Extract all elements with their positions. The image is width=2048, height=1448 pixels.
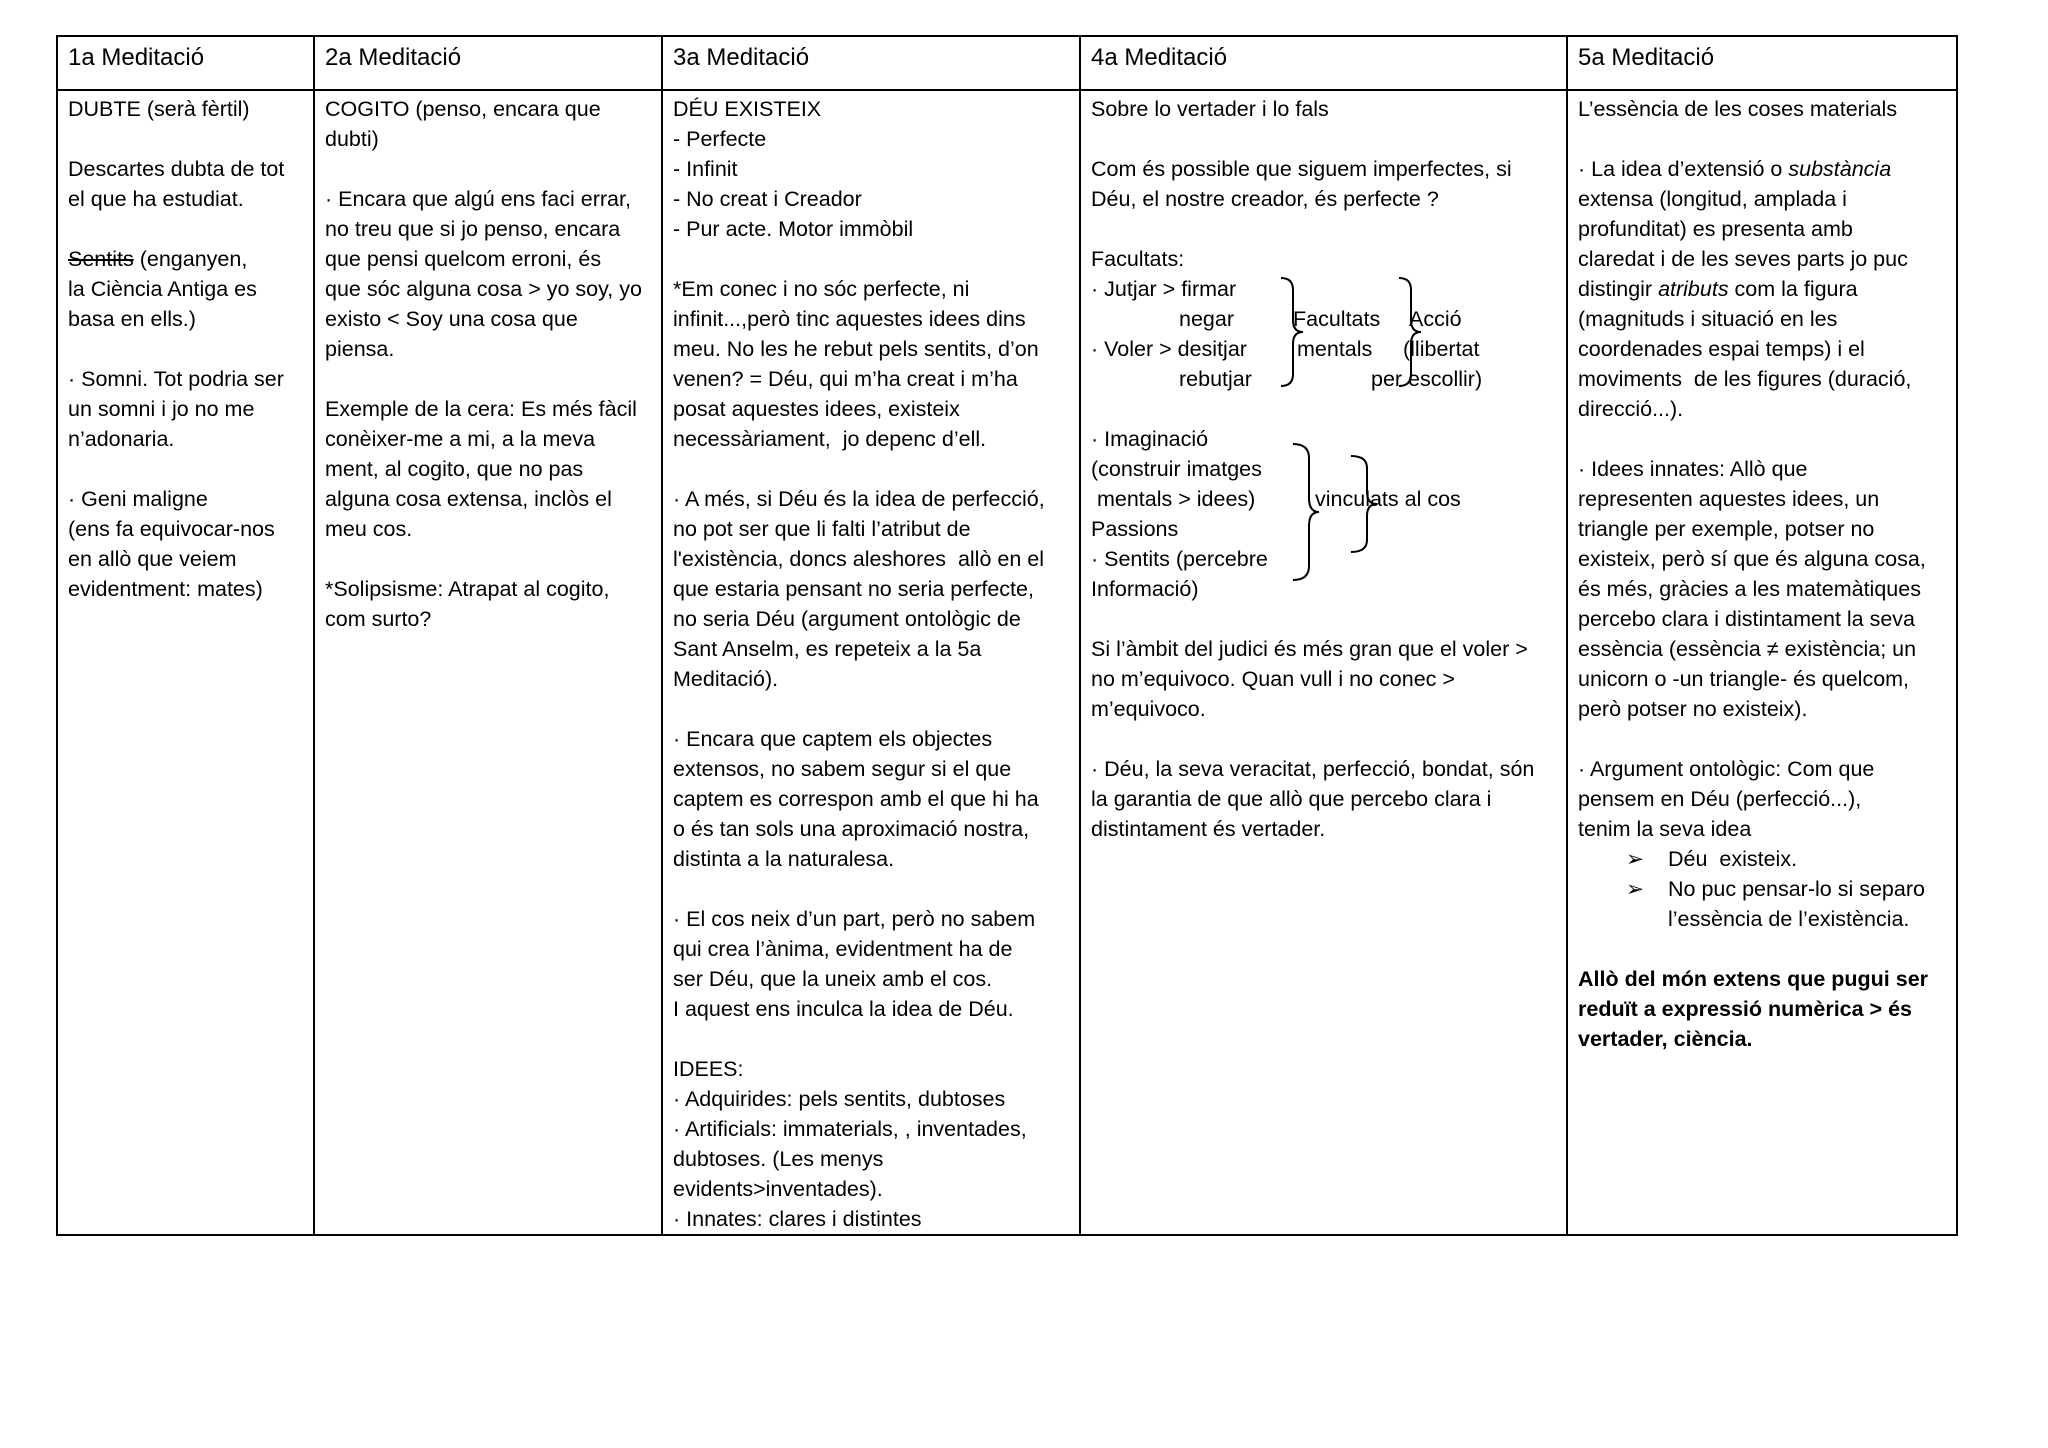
text-line: COGITO (penso, encara que [325,97,601,121]
text-line: (llibertat [1403,337,1480,361]
text-line: que pensi quelcom erroni, és [325,247,602,271]
text-line: · Imaginació [1091,427,1209,451]
text-line: (construir imatges [1091,457,1262,481]
text-line: no treu que si jo penso, encara [325,217,621,241]
bold-conclusion: vertader, ciència. [1578,1027,1753,1051]
text-line: per escollir) [1371,367,1483,391]
text-line: Descartes dubta de tot [68,157,285,181]
text-line: distintament és vertader. [1091,817,1326,841]
text-line: Acció [1409,307,1462,331]
text-line: no pot ser que li falti l’atribut de [673,517,971,541]
text-line: existo < Soy una cosa que [325,307,578,331]
text-line: Facultats [1293,307,1381,331]
faculties-diagram [1091,274,1556,394]
text-line: l'existència, doncs aleshores allò en el [673,547,1045,571]
text-line: Déu, el nostre creador, és perfecte ? [1091,187,1439,211]
text-line: però potser no existeix). [1578,697,1808,721]
text-line: negar [1179,307,1234,331]
text-line: ment, al cogito, que no pas [325,457,584,481]
text-line: · Voler > desitjar [1091,337,1247,361]
text-line: Informació) [1091,577,1199,601]
list-item-continuation [1626,904,1946,934]
text-line: · Artificials: immaterials, , inventades, [673,1117,1027,1141]
list-item [1626,844,1946,874]
text-line: claredat i de les seves parts jo puc [1578,247,1908,271]
text-line: dubtoses. (Les menys [673,1147,884,1171]
text-line: que estaria pensant no seria perfecte, [673,577,1034,601]
text-line: n’adonaria. [68,427,175,451]
text-line: IDEES: [673,1057,744,1081]
text-line: representen aquestes idees, un [1578,487,1880,511]
text-fragment: (enganyen, [133,247,248,271]
right-brace-icon [1279,276,1307,388]
cell-meditation-2 [314,90,662,1235]
bold-conclusion: reduït a expressió numèrica > és [1578,997,1913,1021]
text-line [1578,274,1946,304]
text-line: pensem en Déu (perfecció...), [1578,787,1862,811]
text-line: la garantia de que allò que percebo clara i [1091,787,1492,811]
text-line: Sobre lo vertader i lo fals [1091,97,1329,121]
list-item-text: Déu existeix. [1668,847,1798,871]
text-line: meu cos. [325,517,413,541]
text-line: alguna cosa extensa, inclòs el [325,487,612,511]
content-row [57,90,1957,1235]
text-line: - No creat i Creador [673,187,862,211]
text-line: DUBTE (serà fèrtil) [68,97,250,121]
text-line: en allò que veiem [68,547,237,571]
text-line: · Sentits (percebre [1091,547,1268,571]
struck-sentits: Sentits [68,247,134,271]
text-line: necessàriament, jo depenc d’ell. [673,427,987,451]
text-line: *Solipsisme: Atrapat al cogito, [325,577,610,601]
text-line: · Jutjar > firmar [1091,277,1237,301]
text-line [68,244,303,274]
text-line: m’equivoco. [1091,697,1206,721]
text-line: · Encara que captem els objectes [673,727,993,751]
text-line: Meditació). [673,667,779,691]
text-line: o és tan sols una aproximació nostra, [673,817,1030,841]
text-line: infinit...,però tinc aquestes idees dins [673,307,1026,331]
text-line: DÉU EXISTEIX [673,97,822,121]
text-line: un somni i jo no me [68,397,255,421]
header-meditation-2: 2a Meditació [314,36,662,90]
text-fragment: · La idea d’extensió o [1578,157,1789,181]
text-line: com surto? [325,607,432,631]
text-line: profunditat) es presenta amb [1578,217,1853,241]
text-line: · Argument ontològic: Com que [1578,757,1875,781]
text-line: Passions [1091,517,1179,541]
text-line: · A més, si Déu és la idea de perfecció, [673,487,1045,511]
text-line: és més, gràcies a les matemàtiques [1578,577,1921,601]
text-line: · Idees innates: Allò que [1578,457,1808,481]
text-line: moviments de les figures (duració, [1578,367,1912,391]
text-line: no seria Déu (argument ontològic de [673,607,1021,631]
header-meditation-1: 1a Meditació [57,36,314,90]
text-line: · Déu, la seva veracitat, perfecció, bondat, són [1091,757,1535,781]
text-line: - Infinit [673,157,738,181]
list-item-text: l’essència de l’existència. [1668,907,1910,931]
right-brace-icon [1397,276,1425,388]
text-line: · Encara que algú ens faci errar, [325,187,631,211]
text-line: I aquest ens inculca la idea de Déu. [673,997,1014,1021]
header-row [57,36,1957,90]
right-brace-icon [1349,454,1379,554]
text-line: essència (essència ≠ existència; un [1578,637,1917,661]
text-line: evidents>inventades). [673,1177,883,1201]
text-line: *Em conec i no sóc perfecte, ni [673,277,970,301]
text-line: (magnituds i situació en les [1578,307,1838,331]
text-line: la Ciència Antiga es [68,277,257,301]
arrow-bullet-icon: ➢ [1626,877,1645,901]
text-line: distinta a la naturalesa. [673,847,895,871]
text-line: evidentment: mates) [68,577,263,601]
text-line: qui crea l’ànima, evidentment ha de [673,937,1013,961]
text-line: Sant Anselm, es repeteix a la 5a [673,637,982,661]
bold-conclusion: Allò del món extens que pugui ser [1578,967,1929,991]
text-line: conèixer-me a mi, a la meva [325,427,596,451]
text-line: Si l’àmbit del judici és més gran que el voler > [1091,637,1528,661]
text-line: Com és possible que siguem imperfectes, si [1091,157,1512,181]
text-line: basa en ells.) [68,307,196,331]
text-line [1578,154,1946,184]
text-line: coordenades espai temps) i el [1578,337,1865,361]
text-line: direcció...). [1578,397,1684,421]
text-line: percebo clara i distintament la seva [1578,607,1916,631]
text-line: dubti) [325,127,379,151]
meditations-table [56,35,1958,1236]
text-line: tenim la seva idea [1578,817,1752,841]
text-line: - Perfecte [673,127,767,151]
text-line: que sóc alguna cosa > yo soy, yo [325,277,642,301]
text-line: ser Déu, que la uneix amb el cos. [673,967,993,991]
text-line: Facultats: [1091,247,1185,271]
text-line: vinculats al cos [1315,487,1461,511]
cell-meditation-4 [1080,90,1567,1235]
text-line: · Somni. Tot podria ser [68,367,284,391]
text-line: mentals [1297,337,1373,361]
text-line: · Geni maligne [68,487,208,511]
text-line: extensa (longitud, amplada i [1578,187,1847,211]
text-line: piensa. [325,337,395,361]
text-line: venen? = Déu, qui m’ha creat i m’ha [673,367,1018,391]
text-line: mentals > idees) [1091,487,1256,511]
text-line: · Adquirides: pels sentits, dubtoses [673,1087,1006,1111]
text-line: existeix, però sí que és alguna cosa, [1578,547,1926,571]
cell-meditation-3 [662,90,1080,1235]
text-line: unicorn o -un triangle- és quelcom, [1578,667,1910,691]
text-line: L’essència de les coses materials [1578,97,1898,121]
cell-meditation-1 [57,90,314,1235]
text-line: · Innates: clares i distintes [673,1207,922,1231]
list-item [1626,874,1946,904]
text-line: captem es correspon amb el que hi ha [673,787,1039,811]
text-line: extensos, no sabem segur si el que [673,757,1012,781]
text-line: meu. No les he rebut pels sentits, d’on [673,337,1039,361]
arrow-list [1578,844,1946,934]
body-faculties-diagram [1091,424,1556,601]
header-meditation-4: 4a Meditació [1080,36,1567,90]
text-line: el que ha estudiat. [68,187,244,211]
text-line: Exemple de la cera: Es més fàcil [325,397,637,421]
header-meditation-5: 5a Meditació [1567,36,1957,90]
list-item-text: No puc pensar-lo si separo [1668,877,1925,901]
text-line: no m’equivoco. Quan vull i no conec > [1091,667,1455,691]
text-fragment: distingir [1578,277,1659,301]
right-brace-icon [1291,442,1321,582]
text-line: · El cos neix d’un part, però no sabem [673,907,1036,931]
text-fragment: com la figura [1728,277,1858,301]
cell-meditation-5 [1567,90,1957,1235]
italic-term: substància [1788,157,1892,181]
arrow-bullet-icon: ➢ [1626,847,1645,871]
text-line: (ens fa equivocar-nos [68,517,275,541]
text-line: rebutjar [1179,367,1252,391]
italic-term: atributs [1658,277,1729,301]
header-meditation-3: 3a Meditació [662,36,1080,90]
text-line: posat aquestes idees, existeix [673,397,960,421]
text-line: triangle per exemple, potser no [1578,517,1875,541]
text-line: - Pur acte. Motor immòbil [673,217,914,241]
